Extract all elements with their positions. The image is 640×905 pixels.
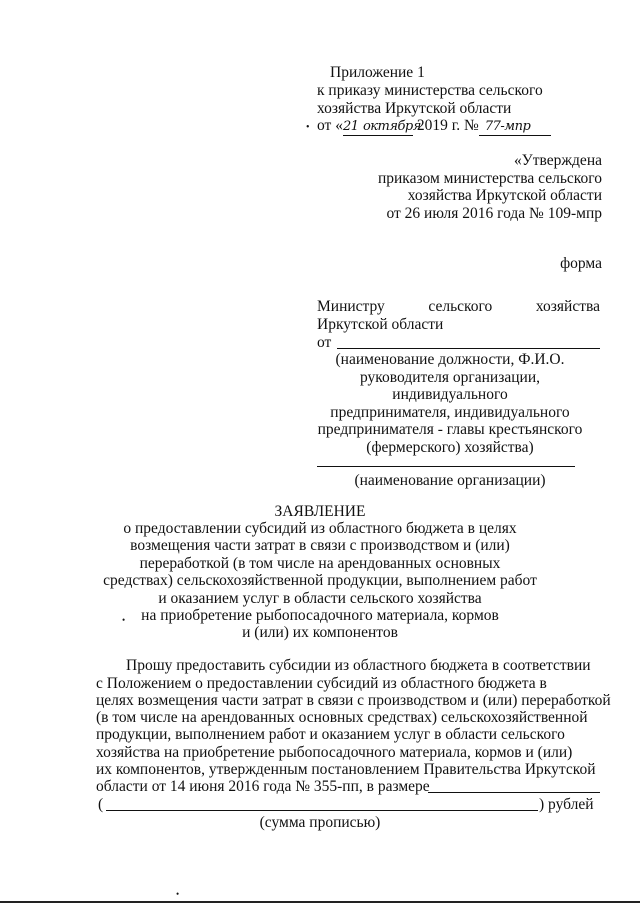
applicant-hint-4: предпринимателя, индивидуального — [330, 404, 570, 421]
handwritten-number: 77-мпр — [479, 118, 551, 136]
appendix-date-line — [317, 117, 551, 136]
margin-mark: • — [122, 615, 126, 625]
body-line-8: области от 14 июня 2016 года № 355-пп, в размере — [96, 778, 430, 795]
margin-mark: • — [306, 122, 310, 133]
date-year: 2019 г. № — [412, 117, 479, 134]
addressee-word-1: Министру — [317, 298, 385, 315]
addressee-word-3: хозяйства — [535, 298, 600, 315]
applicant-hint-2: руководителя организации, — [360, 369, 540, 386]
body-line-6: хозяйства на приобретение рыбопосадочного материала, кормов и (или) — [96, 744, 573, 761]
applicant-hint-1: (наименование должности, Ф.И.О. — [335, 351, 565, 368]
addressee-line2: Иркутской области — [317, 316, 444, 333]
appendix-order-line: к приказу министерства сельского — [317, 82, 543, 99]
approved-line4: от 26 июля 2016 года № 109-мпр — [386, 205, 602, 222]
handwritten-day: 21 — [343, 118, 361, 136]
appendix-ministry-line: хозяйства Иркутской области — [317, 100, 512, 117]
amount-field-line — [428, 777, 600, 793]
body-line-5: продукции, выполнением работ и оказанием услуг в области сельского — [96, 726, 565, 743]
body-line-4: (в том числе на арендованных основных средствах) сельскохозяйственной — [96, 709, 588, 726]
title-line-6: на приобретение рыбопосадочного материала, кормов — [141, 607, 499, 624]
addressee-line1 — [317, 298, 600, 315]
body-line-2: с Положением о предоставлении субсидий из областного бюджета в — [96, 675, 547, 692]
rubles-label: ) рублей — [539, 796, 594, 813]
margin-mark: • — [176, 889, 180, 899]
organization-hint: (наименование организации) — [354, 472, 546, 489]
body-line-7: их компонентов, утвержденным постановлением Правительства Иркутской — [96, 761, 596, 778]
document-heading: ЗАЯВЛЕНИЕ — [274, 503, 366, 520]
from-label: от — [317, 334, 332, 351]
amount-words-line — [106, 795, 538, 811]
body-line-3: целях возмещения части затрат в связи с производством и (или) переработкой — [96, 692, 611, 709]
handwritten-month: октября — [362, 119, 421, 134]
body-line-1: Прошу предоставить субсидии из областного бюджета в соответствии — [126, 657, 591, 674]
amount-open-paren: ( — [98, 796, 104, 813]
applicant-hint-6: (фермерского) хозяйства) — [366, 439, 534, 456]
title-line-7: и (или) их компонентов — [242, 624, 398, 641]
applicant-hint-5: предпринимателя - главы крестьянского — [317, 421, 583, 438]
page-bottom-edge — [0, 901, 640, 903]
organization-field-line — [317, 452, 575, 467]
title-line-2: возмещения части затрат в связи с производством и (или) — [130, 537, 510, 554]
title-line-3: переработкой (в том числе на арендованных основных — [139, 555, 501, 572]
title-line-5: и оказанием услуг в области сельского хозяйства — [158, 590, 482, 607]
date-prefix: от « — [317, 117, 343, 134]
from-field-line — [337, 332, 600, 349]
applicant-hint-3: индивидуального — [392, 386, 508, 403]
title-line-1: о предоставлении субсидий из областного бюджета в целях — [123, 520, 517, 537]
addressee-word-2: сельского — [428, 298, 493, 315]
approved-line3: хозяйства Иркутской области — [407, 187, 602, 204]
approved-line2: приказом министерства сельского — [377, 170, 602, 187]
appendix-title: Приложение 1 — [330, 64, 425, 81]
approved-title: «Утверждена — [513, 152, 602, 169]
amount-hint: (сумма прописью) — [259, 814, 381, 831]
form-label: форма — [560, 255, 602, 272]
title-line-4: средствах) сельскохозяйственной продукции, выполнением работ — [103, 572, 537, 589]
